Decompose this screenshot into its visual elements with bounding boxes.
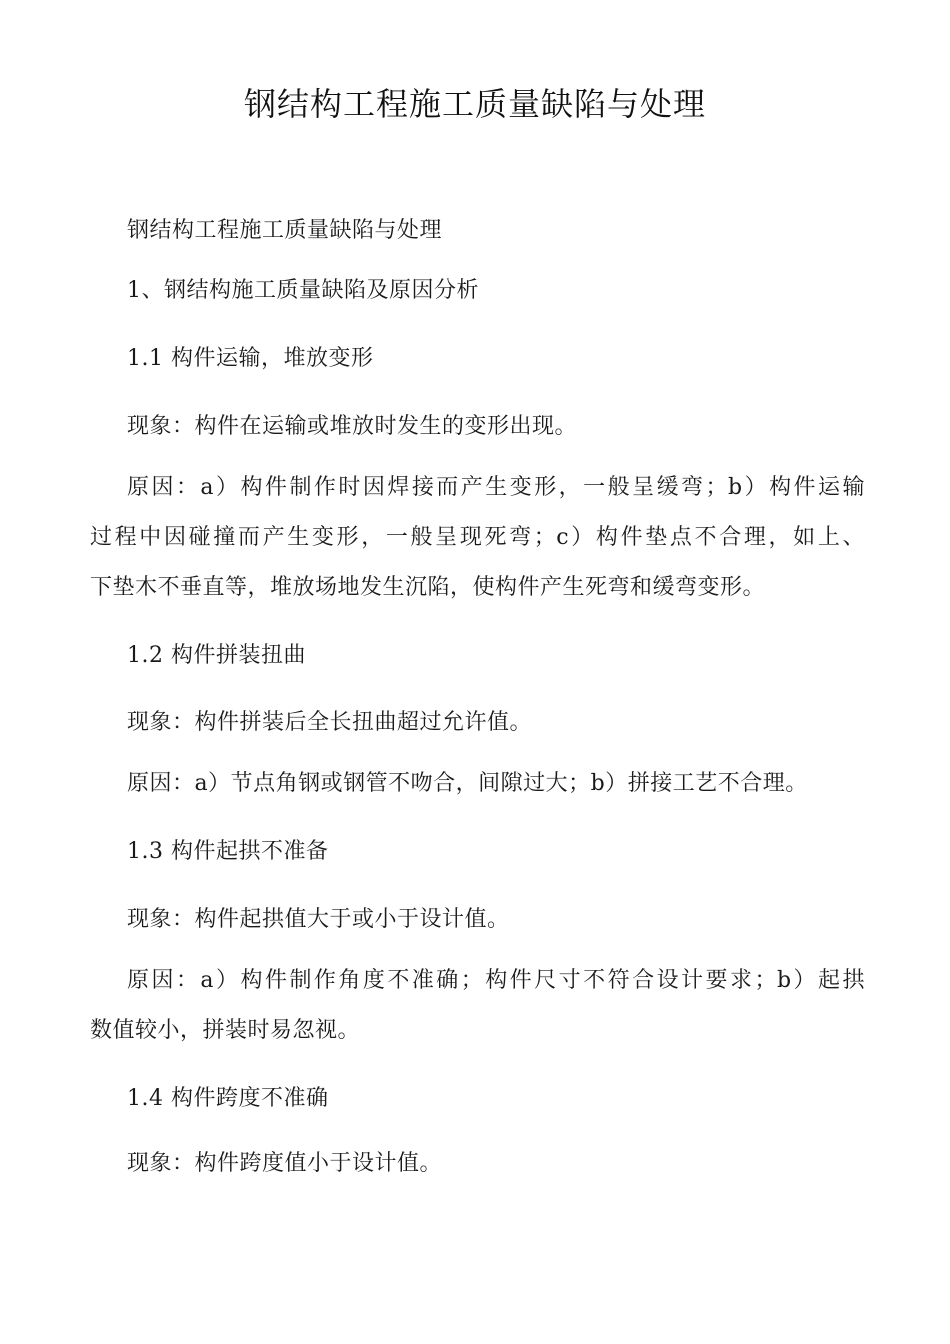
cause-1-2: 原因：a）节点角钢或钢管不吻合，间隙过大；b）拼接工艺不合理。: [127, 771, 808, 796]
cause-1-3-line-1: 原因：a）构件制作角度不准确；构件尺寸不符合设计要求；b）起拱: [127, 968, 865, 993]
subsection-heading-1-2: 1.2 构件拼装扭曲: [127, 643, 306, 668]
cause-1-1-line-2: 过程中因碰撞而产生变形，一般呈现死弯；c）构件垫点不合理，如上、: [90, 525, 865, 550]
intro-heading: 钢结构工程施工质量缺陷与处理: [127, 218, 443, 243]
cause-1-1-line-3: 下垫木不垂直等，堆放场地发生沉陷，使构件产生死弯和缓弯变形。: [90, 575, 766, 600]
subsection-heading-1-1: 1.1 构件运输，堆放变形: [127, 346, 374, 371]
phenomenon-1-4: 现象：构件跨度值小于设计值。: [127, 1151, 443, 1176]
subsection-heading-1-3: 1.3 构件起拱不准备: [127, 839, 329, 864]
subsection-heading-1-4: 1.4 构件跨度不准确: [127, 1086, 329, 1111]
phenomenon-1-1: 现象：构件在运输或堆放时发生的变形出现。: [127, 414, 578, 439]
cause-1-1-line-1: 原因：a）构件制作时因焊接而产生变形，一般呈缓弯；b）构件运输: [127, 475, 865, 500]
section-heading-1: 1、钢结构施工质量缺陷及原因分析: [127, 278, 479, 303]
document-title: 钢结构工程施工质量缺陷与处理: [243, 85, 706, 123]
phenomenon-1-3: 现象：构件起拱值大于或小于设计值。: [127, 907, 510, 932]
phenomenon-1-2: 现象：构件拼装后全长扭曲超过允许值。: [127, 710, 533, 735]
cause-1-3-line-2: 数值较小，拼装时易忽视。: [90, 1018, 361, 1043]
